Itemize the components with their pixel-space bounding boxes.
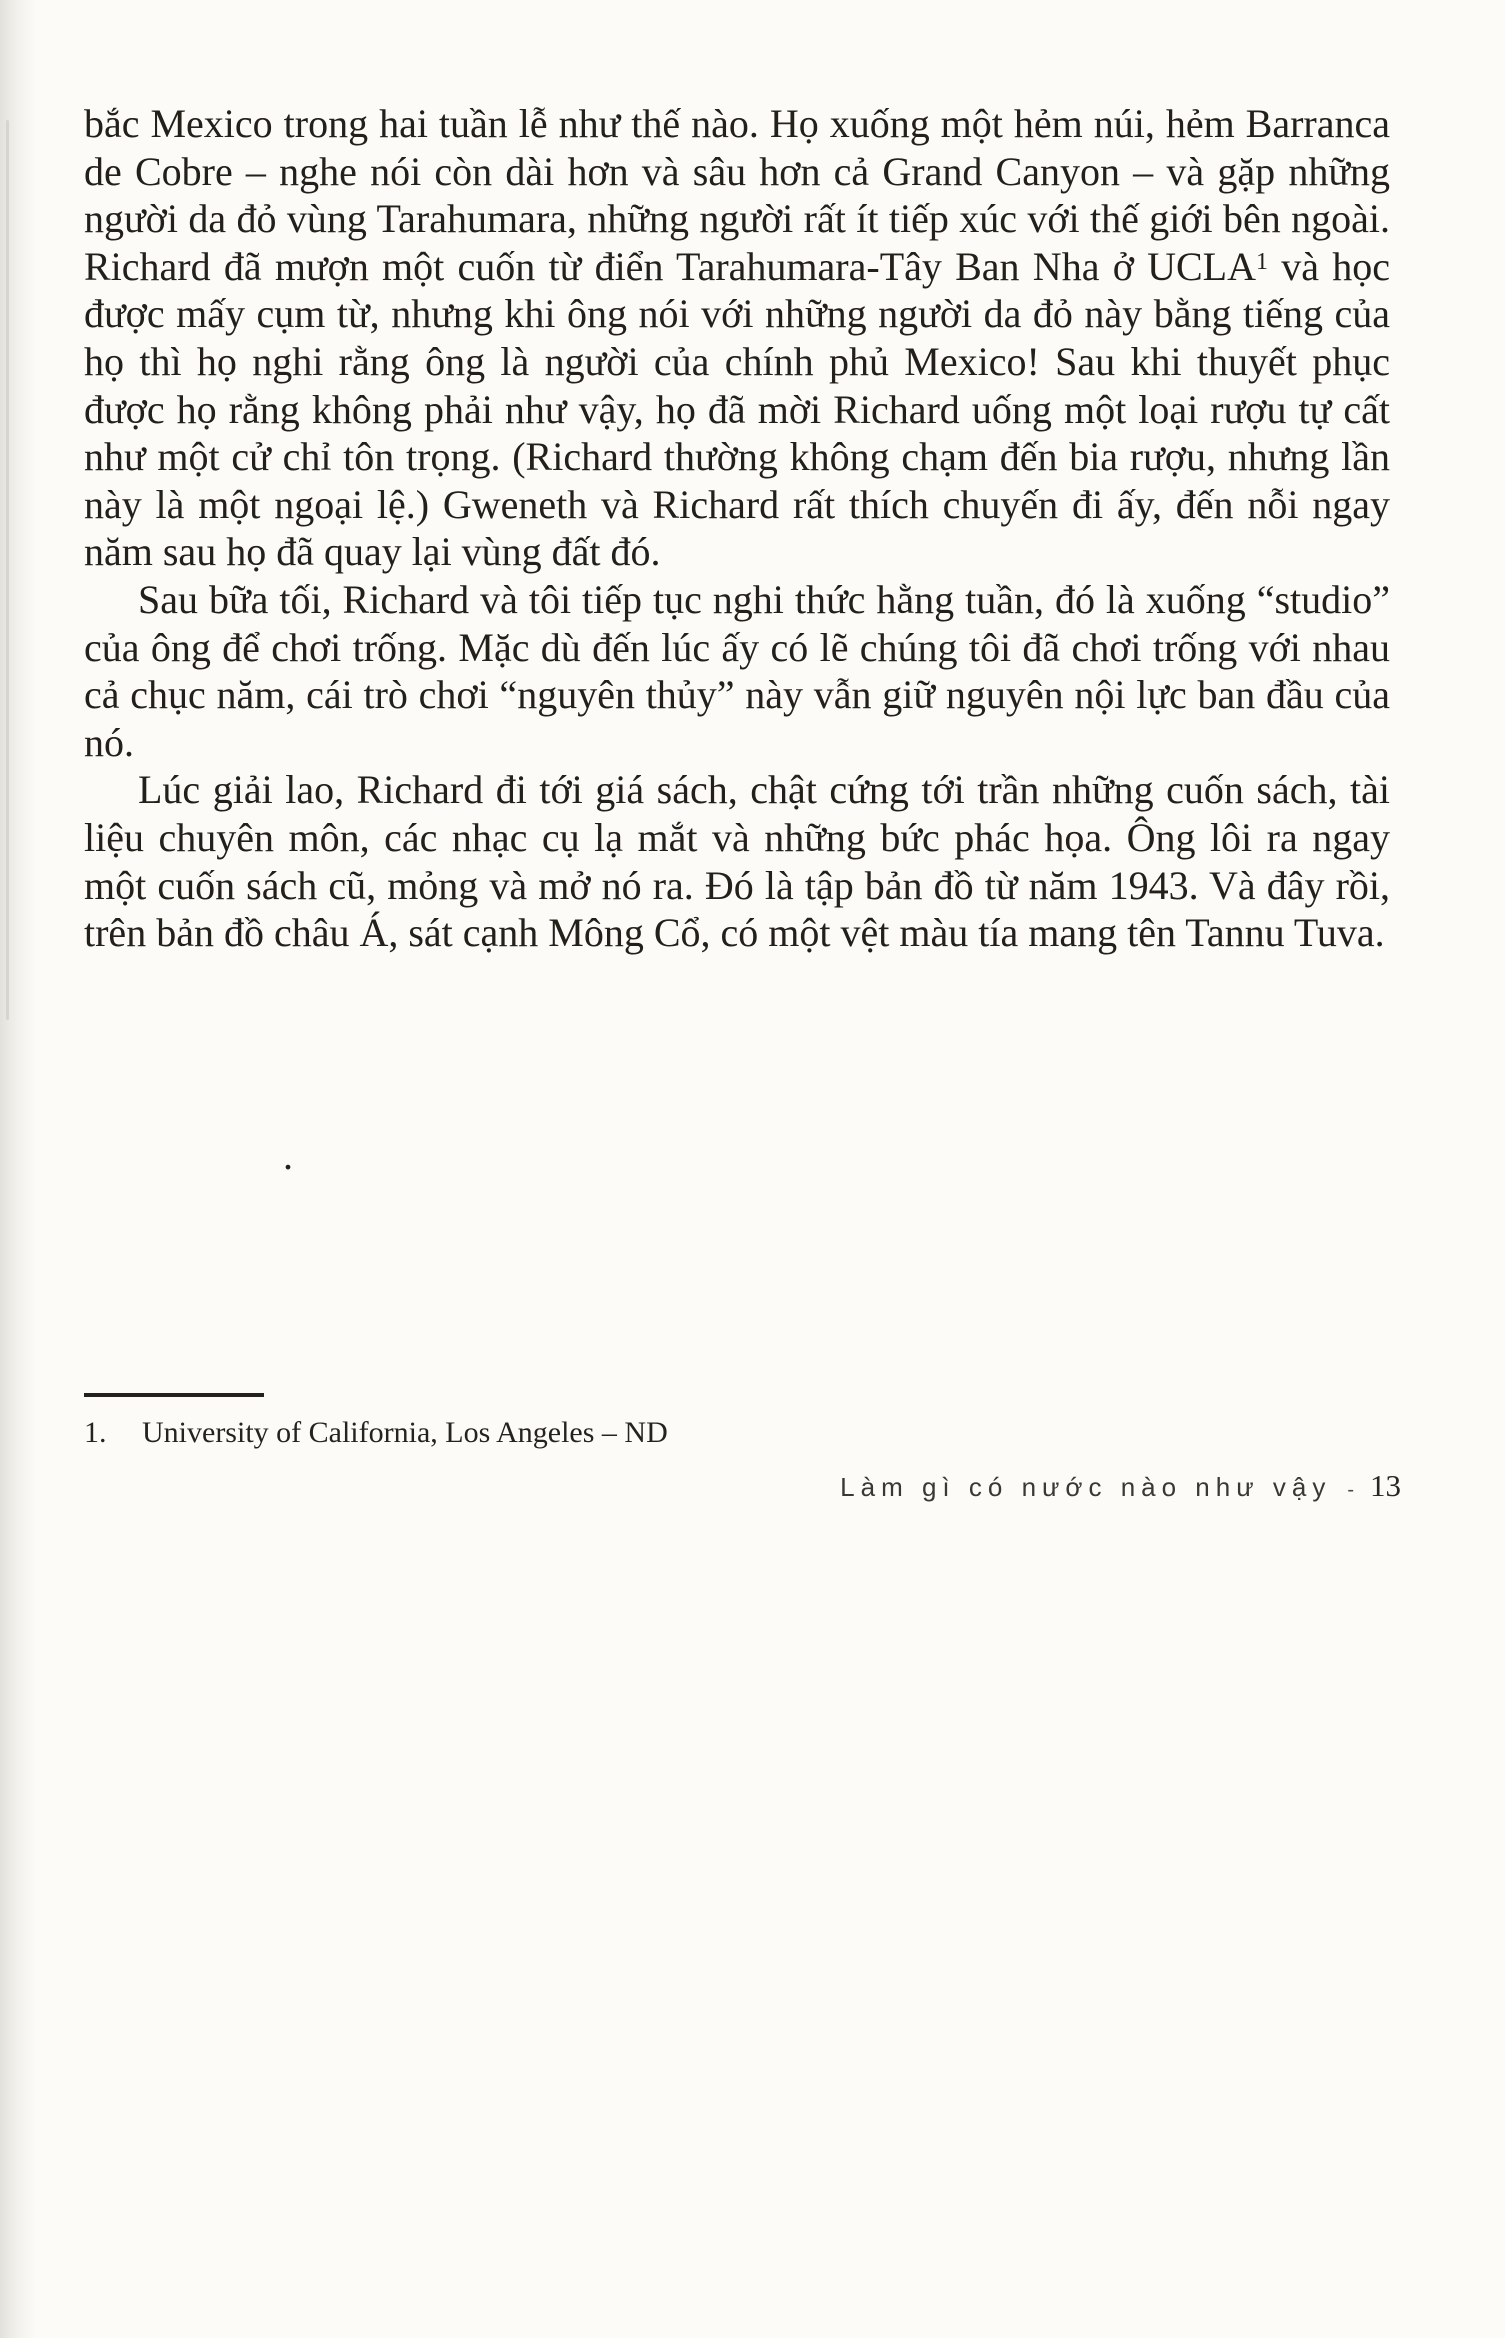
page-footer: [840, 1468, 1401, 1504]
paragraph-1-text-after-ref: và học được mấy cụm từ, nhưng khi ông nói với những người da đỏ này bằng tiếng của họ thì họ nghi rằng ông là người của chính phủ Mexico! Sau khi thuyết phục được họ rằng không phải như vậy, họ đã mời Richard uống một loại rượu tự cất như một cử chỉ tôn trọng. (Richard thường không chạm đến bia rượu, nhưng lần này là một ngoại lệ.) Gweneth và Richard rất thích chuyến đi ấy, đến nỗi ngay năm sau họ đã quay lại vùng đất đó.: [84, 243, 1390, 575]
footnote-reference-1: 1: [1255, 248, 1268, 275]
footnote: [84, 1414, 1390, 1452]
footnote-number: 1.: [84, 1416, 107, 1449]
scan-gutter-line: [6, 120, 9, 1020]
footnote-text: University of California, Los Angeles – ND: [142, 1416, 668, 1449]
paragraph-1: [84, 100, 1390, 576]
paragraph-2: Sau bữa tối, Richard và tôi tiếp tục nghi thức hằng tuần, đó là xuống “studio” của ông để chơi trống. Mặc dù đến lúc ấy có lẽ chúng tôi đã chơi trống với nhau cả chục năm, cái trò chơi “nguyên thủy” này vẫn giữ nguyên nội lực ban đầu của nó.: [84, 576, 1390, 765]
footnote-rule: [84, 1393, 264, 1397]
stray-period-mark: .: [283, 1133, 293, 1178]
running-title: Làm gì có nước nào như vậy: [840, 1472, 1332, 1502]
page-number: 13: [1370, 1468, 1401, 1503]
footer-separator: -: [1347, 1479, 1354, 1501]
scan-edge-shadow: [0, 0, 36, 2338]
paragraph-1-text-before-ref: bắc Mexico trong hai tuần lễ như thế nào. Họ xuống một hẻm núi, hẻm Barranca de Cobre – nghe nói còn dài hơn và sâu hơn cả Grand Canyon – và gặp những người da đỏ vùng Tarahumara, những người rất ít tiếp xúc với thế giới bên ngoài. Richard đã mượn một cuốn từ điển Tarahumara-Tây Ban Nha ở UCLA: [84, 101, 1390, 289]
paragraph-3: Lúc giải lao, Richard đi tới giá sách, chật cứng tới trần những cuốn sách, tài liệu chuyên môn, các nhạc cụ lạ mắt và những bức phác họa. Ông lôi ra ngay một cuốn sách cũ, mỏng và mở nó ra. Đó là tập bản đồ từ năm 1943. Và đây rồi, trên bản đồ châu Á, sát cạnh Mông Cổ, có một vệt màu tía mang tên Tannu Tuva.: [84, 767, 1390, 956]
page-body-text: [84, 100, 1390, 957]
